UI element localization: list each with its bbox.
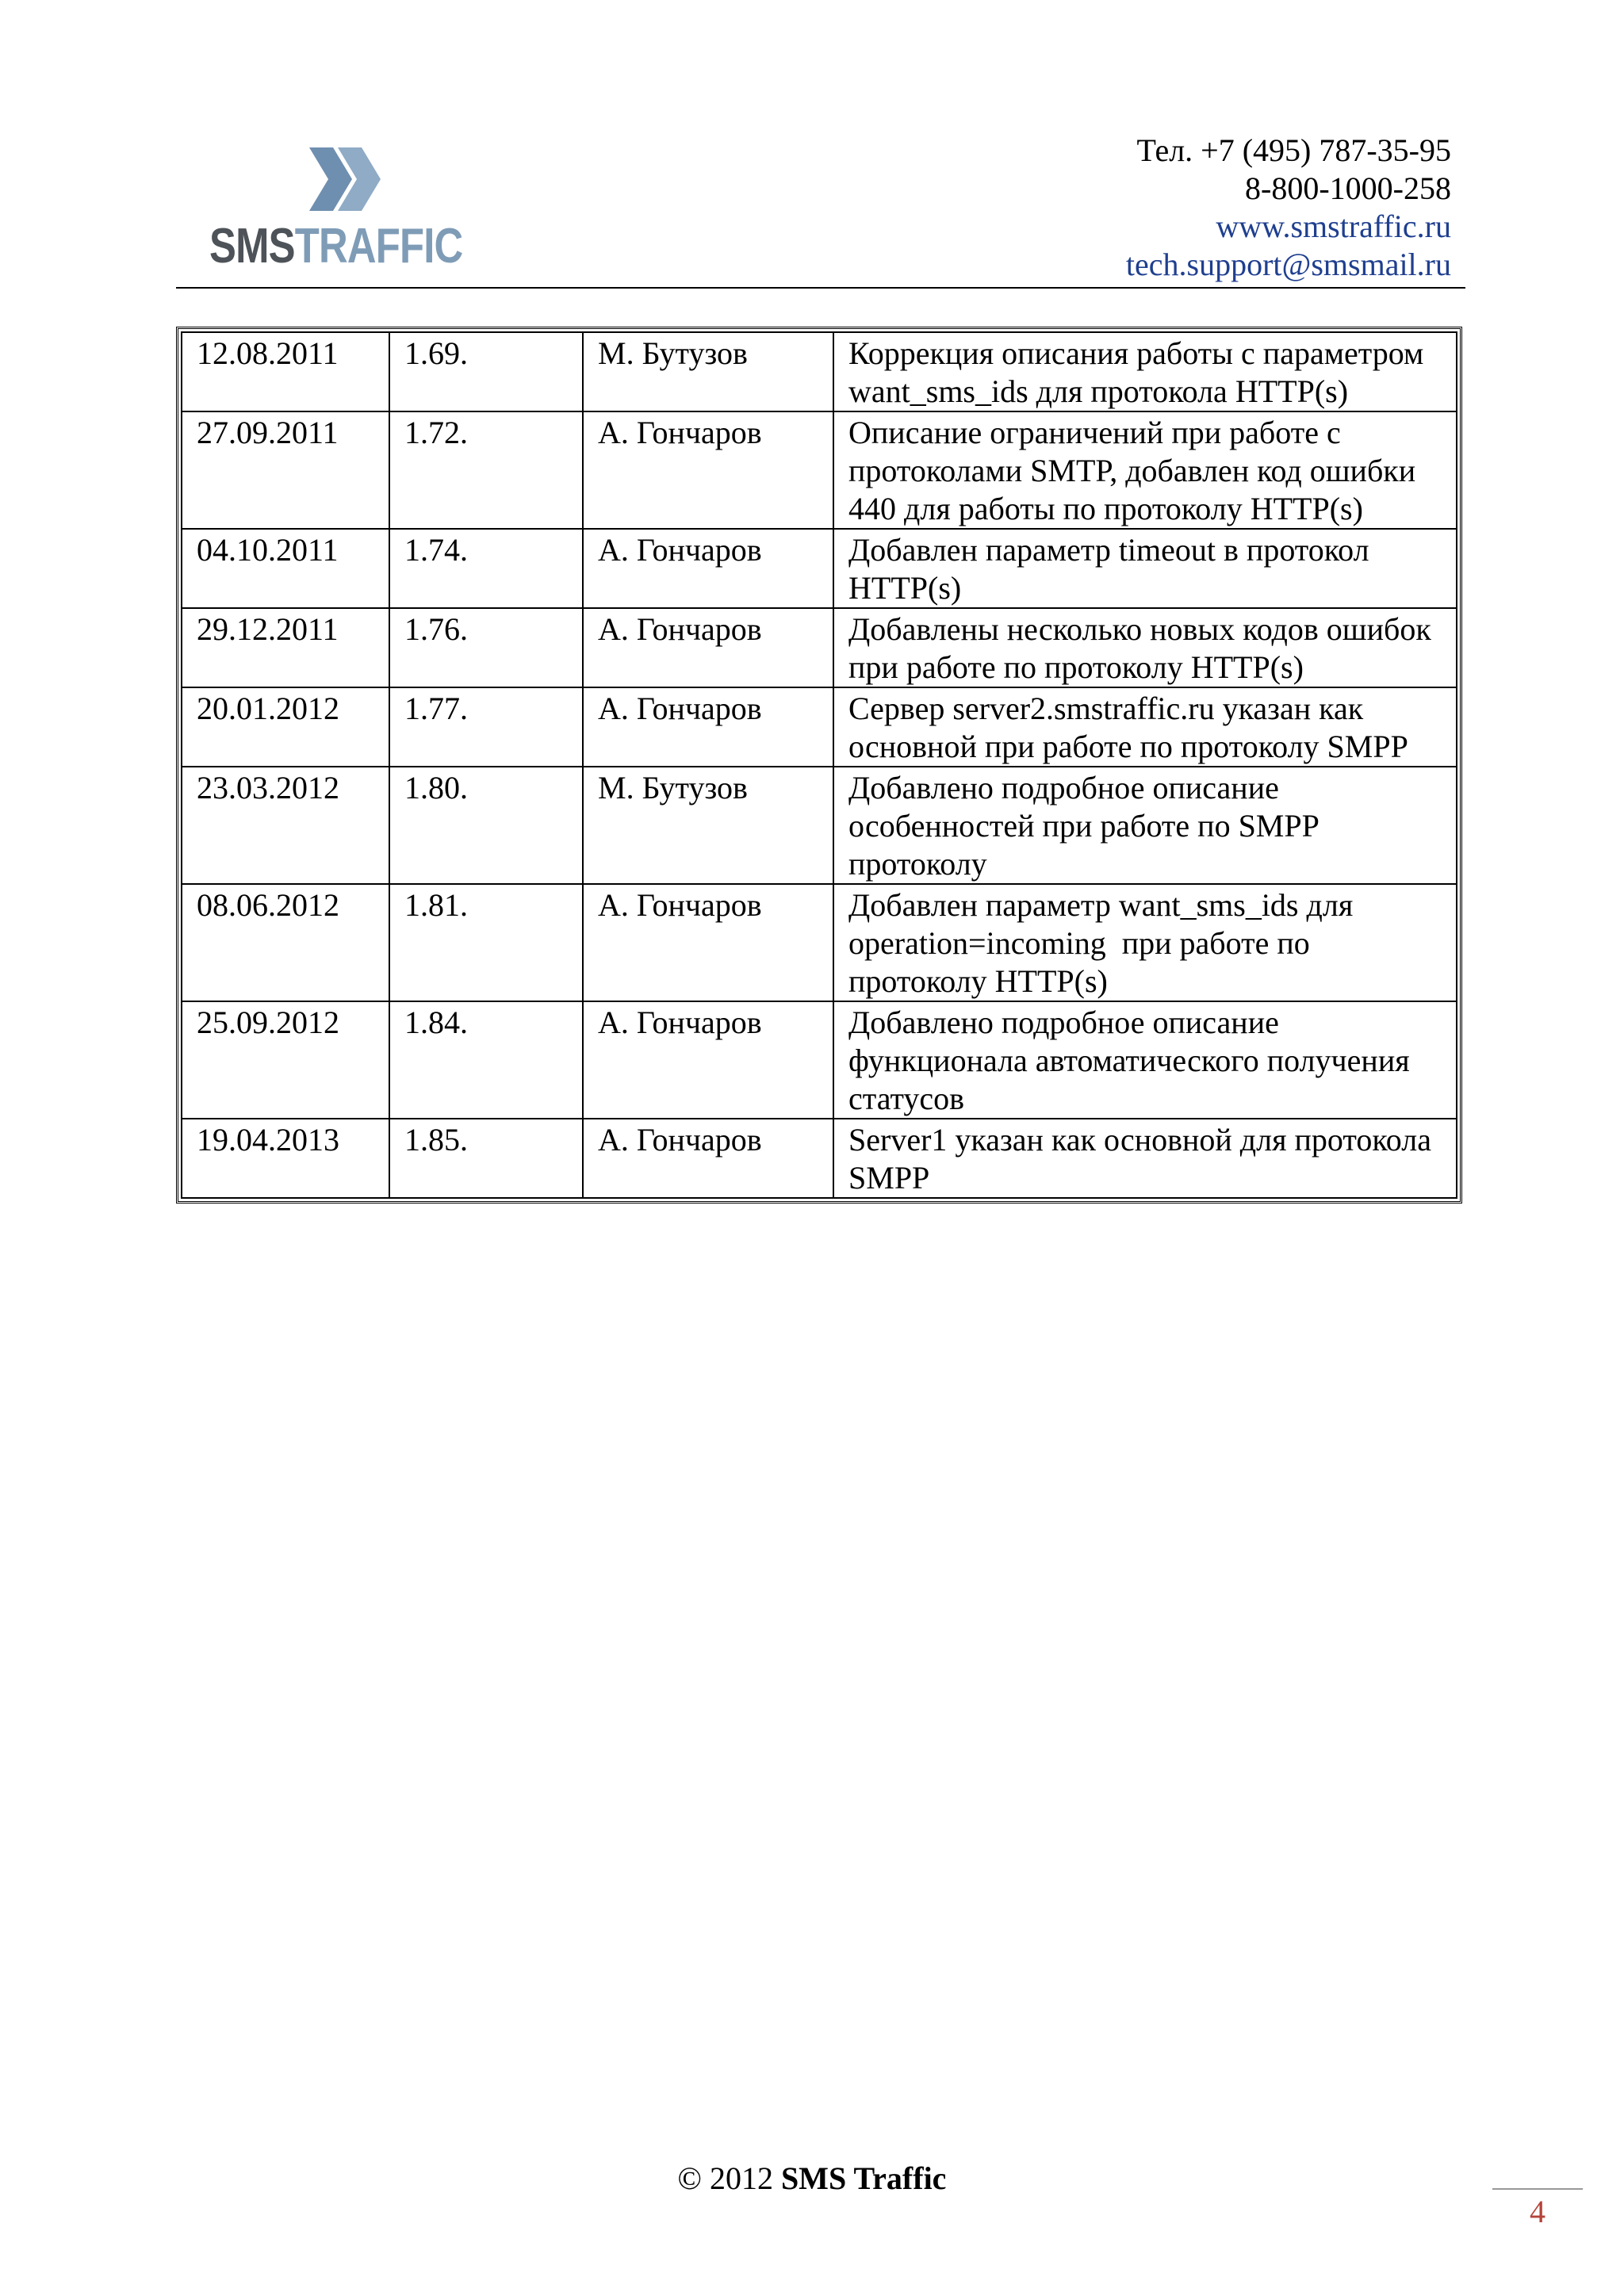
page-number-rule [1492, 2188, 1583, 2190]
revision-history-table [176, 327, 1462, 1203]
cell-version: 1.80. [389, 767, 583, 884]
table-row [182, 1001, 1457, 1119]
cell-version: 1.69. [389, 332, 583, 411]
table-row [182, 1119, 1457, 1198]
cell-date: 08.06.2012 [182, 884, 389, 1001]
contact-block [1126, 132, 1451, 284]
copyright-text: © 2012 [677, 2160, 773, 2196]
cell-date: 19.04.2013 [182, 1119, 389, 1198]
table-row [182, 767, 1457, 884]
cell-author: А. Гончаров [583, 1119, 833, 1198]
cell-description: Добавлено подробное описание особенностей при работе по SMPP протоколу [833, 767, 1457, 884]
cell-author: А. Гончаров [583, 411, 833, 529]
email-link[interactable]: tech.support@smsmail.ru [1125, 247, 1451, 282]
cell-version: 1.77. [389, 687, 583, 767]
cell-author: А. Гончаров [583, 1001, 833, 1119]
website-link[interactable]: www.smstraffic.ru [1216, 209, 1451, 244]
logo-wordmark [209, 219, 463, 274]
cell-version: 1.74. [389, 529, 583, 608]
page-number: 4 [1530, 2194, 1545, 2229]
cell-author: М. Бутузов [583, 767, 833, 884]
page-footer [0, 2160, 1624, 2197]
double-chevron-icon [304, 146, 384, 212]
cell-date: 12.08.2011 [182, 332, 389, 411]
cell-date: 27.09.2011 [182, 411, 389, 529]
table-row [182, 332, 1457, 411]
header-divider [176, 287, 1465, 289]
cell-description: Описание ограничений при работе с протоколами SMTP, добавлен код ошибки 440 для работы по протоколу HTTP(s) [833, 411, 1457, 529]
cell-date: 29.12.2011 [182, 608, 389, 687]
table-row [182, 411, 1457, 529]
table-row [182, 529, 1457, 608]
cell-author: А. Гончаров [583, 608, 833, 687]
logo-traffic: TRAFFIC [294, 219, 463, 274]
cell-date: 23.03.2012 [182, 767, 389, 884]
cell-version: 1.85. [389, 1119, 583, 1198]
company-name: SMS Traffic [780, 2160, 947, 2196]
cell-date: 20.01.2012 [182, 687, 389, 767]
logo-sms: SMS [209, 219, 295, 274]
cell-description: Добавлен параметр timeout в протокол HTTP(s) [833, 529, 1457, 608]
phone-free: 8-800-1000-258 [1245, 170, 1451, 206]
cell-version: 1.76. [389, 608, 583, 687]
cell-description: Добавлены несколько новых кодов ошибок при работе по протоколу HTTP(s) [833, 608, 1457, 687]
table-row [182, 608, 1457, 687]
cell-version: 1.72. [389, 411, 583, 529]
table-row [182, 884, 1457, 1001]
cell-version: 1.81. [389, 884, 583, 1001]
cell-date: 04.10.2011 [182, 529, 389, 608]
cell-date: 25.09.2012 [182, 1001, 389, 1119]
cell-description: Server1 указан как основной для протокола SMPP [833, 1119, 1457, 1198]
cell-description: Добавлено подробное описание функционала автоматического получения статусов [833, 1001, 1457, 1119]
table-row [182, 687, 1457, 767]
cell-description: Коррекция описания работы с параметром want_sms_ids для протокола HTTP(s) [833, 332, 1457, 411]
cell-author: А. Гончаров [583, 687, 833, 767]
cell-author: А. Гончаров [583, 884, 833, 1001]
cell-description: Сервер server2.smstraffic.ru указан как основной при работе по протоколу SMPP [833, 687, 1457, 767]
phone-number: Тел. +7 (495) 787-35-95 [1136, 132, 1451, 168]
cell-author: М. Бутузов [583, 332, 833, 411]
cell-version: 1.84. [389, 1001, 583, 1119]
cell-description: Добавлен параметр want_sms_ids для operation=incoming при работе по протоколу HTTP(s) [833, 884, 1457, 1001]
smstraffic-logo [209, 143, 479, 277]
cell-author: А. Гончаров [583, 529, 833, 608]
